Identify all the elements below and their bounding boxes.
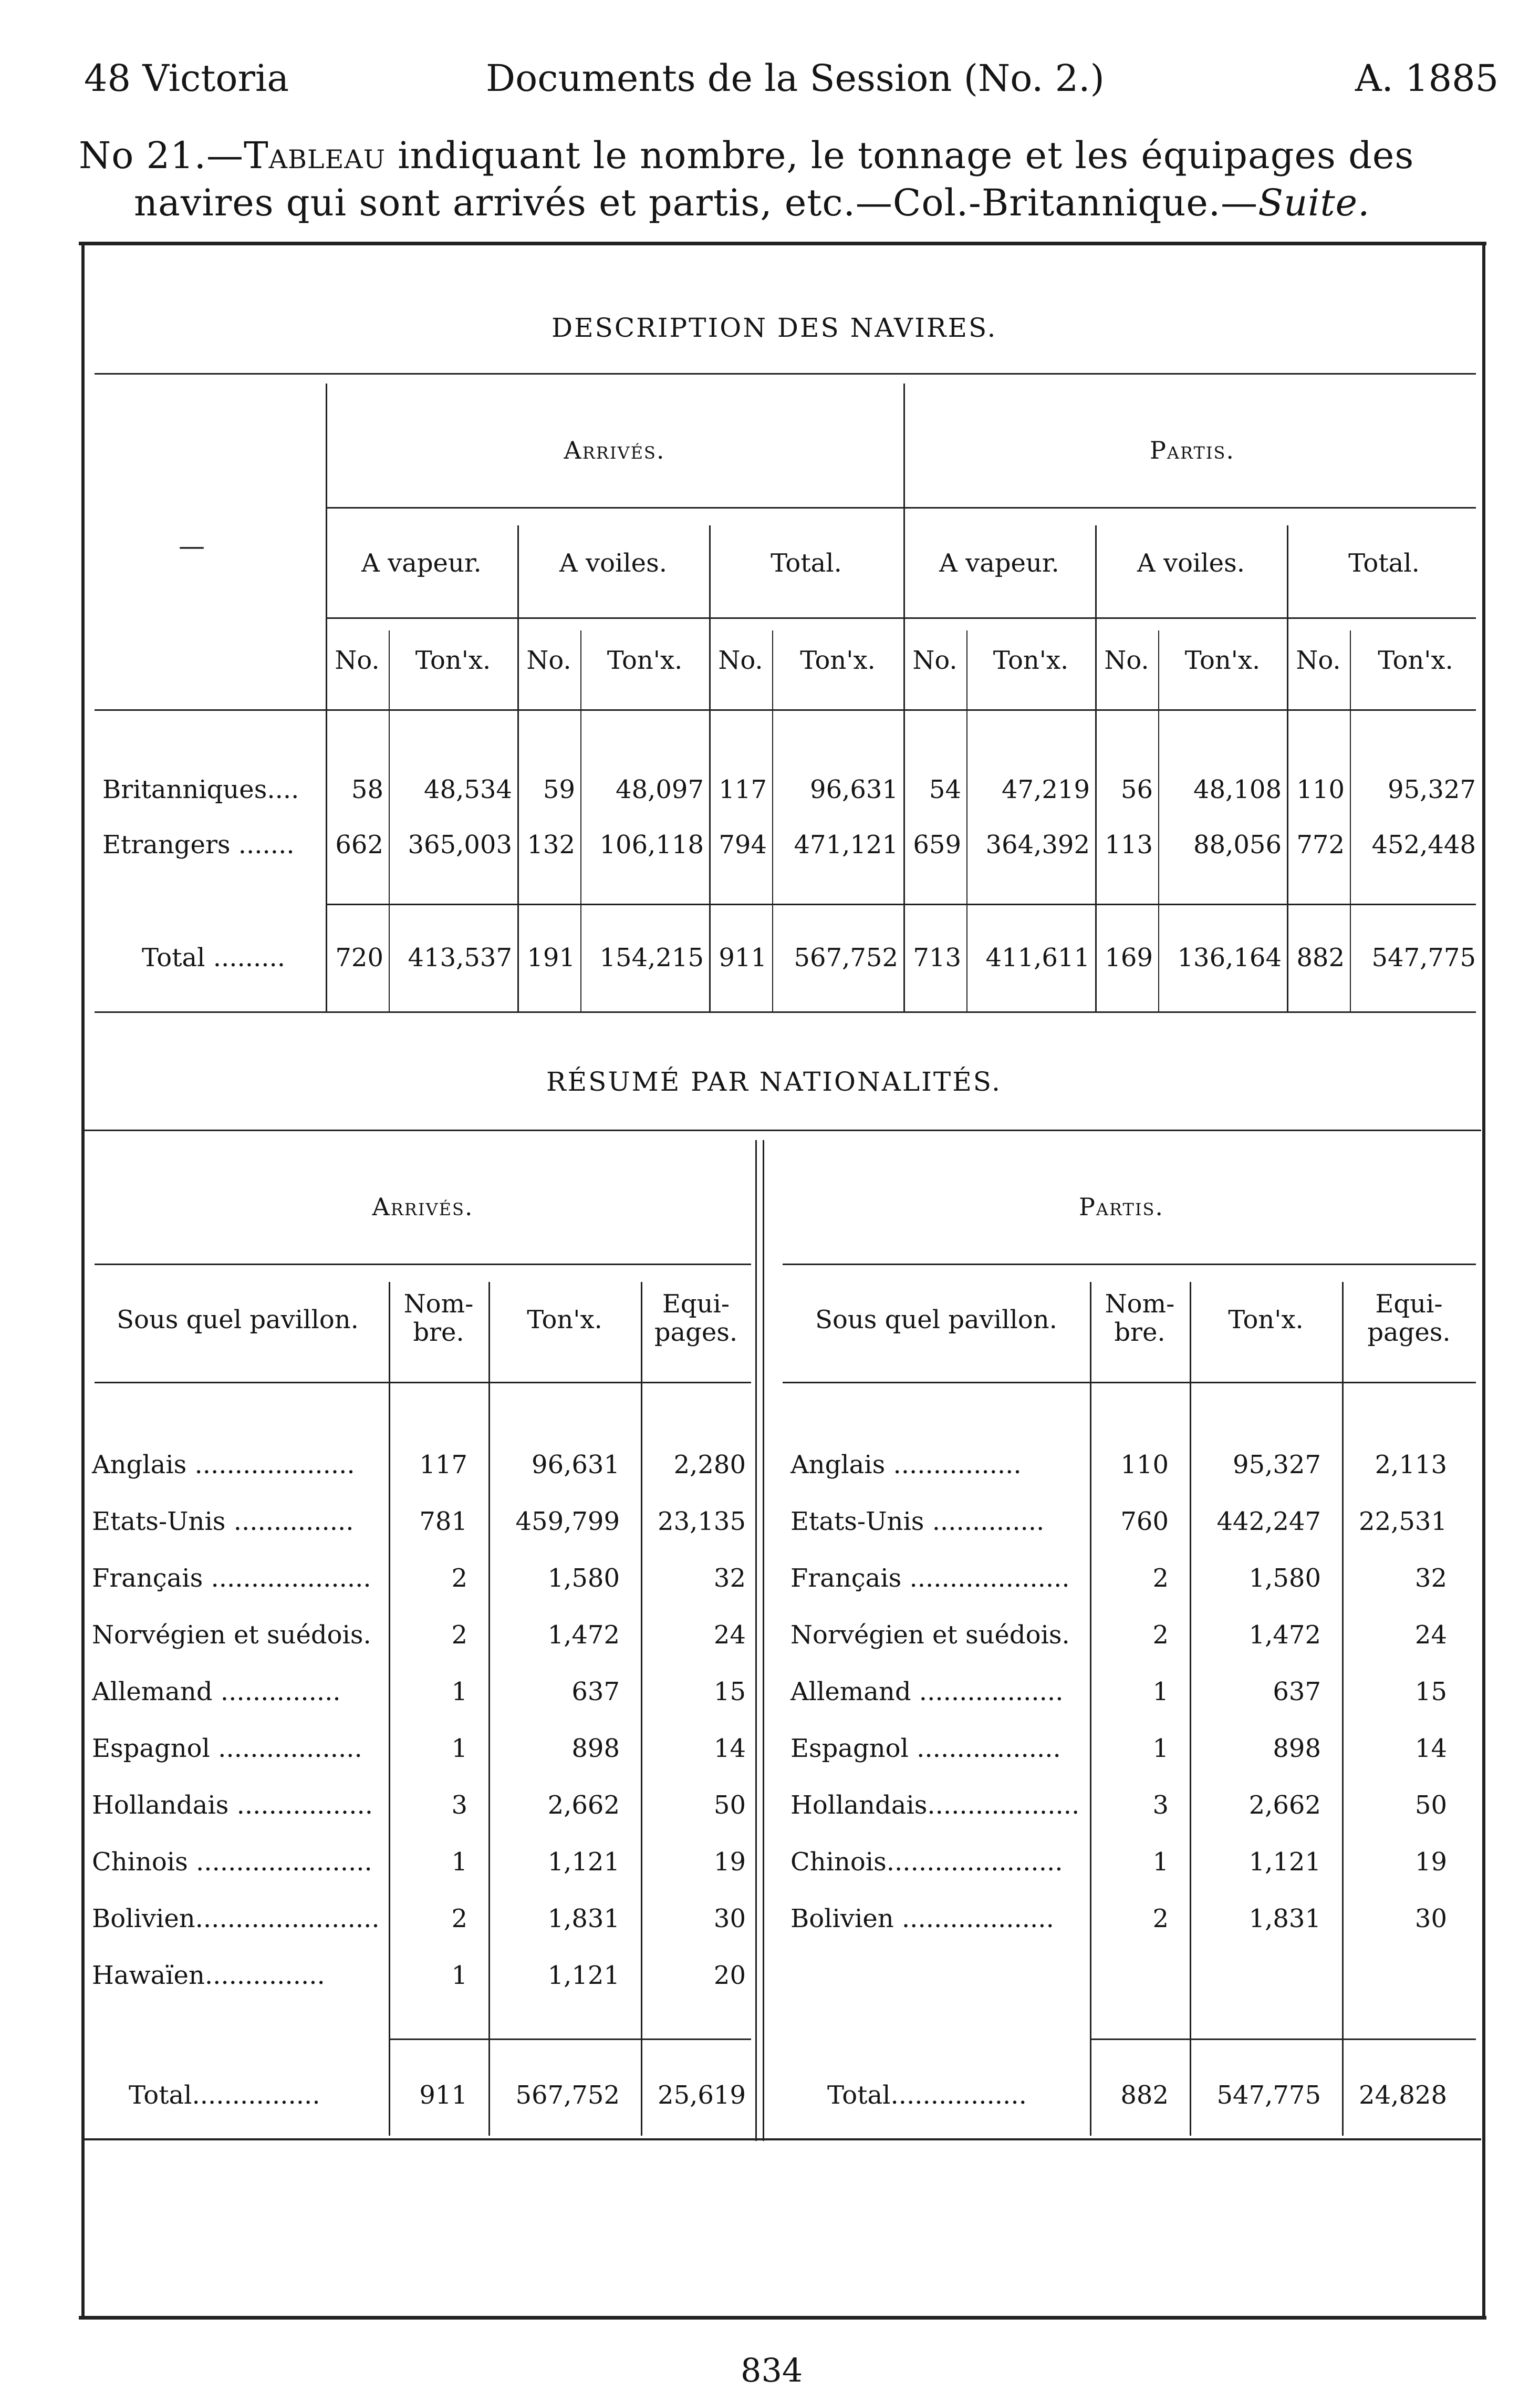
desc-value: 58 <box>351 775 383 804</box>
arr-flag: Norvégien et suédois. <box>92 1620 371 1650</box>
arr-total-label: Total................ <box>129 2081 320 2110</box>
header-right: A. 1885 <box>1355 57 1499 100</box>
desc-total-value: 720 <box>335 943 383 972</box>
resume-col-equip-2: pages. <box>654 1318 738 1347</box>
desc-total-value: 911 <box>719 943 767 972</box>
arr-flag: Anglais .................... <box>92 1450 355 1479</box>
arr-equip: 20 <box>713 1961 746 1990</box>
desc-value: 56 <box>1120 775 1153 804</box>
desc-value: 48,534 <box>424 775 512 804</box>
resume-head-rule-dep <box>783 1382 1476 1383</box>
desc-value: 364,392 <box>985 830 1090 860</box>
arr-equip: 15 <box>713 1677 746 1706</box>
arr-flag: Hawaïen............... <box>92 1961 325 1990</box>
dep-ton: 1,831 <box>1248 1904 1321 1933</box>
desc-col-ton: Ton'x. <box>993 646 1069 675</box>
desc-group-p-vapeur: A vapeur. <box>939 548 1059 578</box>
arr-flag: Etats-Unis ............... <box>92 1507 354 1536</box>
dep-equip: 50 <box>1414 1791 1447 1820</box>
resume-col-equip-2: pages. <box>1367 1318 1451 1347</box>
arr-equip: 19 <box>713 1847 746 1877</box>
desc-group-p-total: Total. <box>1348 548 1420 578</box>
desc-row-label: Etrangers ....... <box>102 830 295 860</box>
arr-ton: 96,631 <box>532 1450 620 1479</box>
desc-col-ton: Ton'x. <box>1184 646 1261 675</box>
desc-value: 662 <box>335 830 383 860</box>
title-line2-italic: Suite. <box>1258 181 1370 224</box>
arr-ton: 1,472 <box>547 1620 620 1650</box>
arr-ton: 2,662 <box>547 1791 620 1820</box>
desc-rule-3 <box>326 617 1476 619</box>
resume-total-rule-arr <box>389 2038 751 2040</box>
arr-equip: 50 <box>713 1791 746 1820</box>
header-left: 48 Victoria <box>84 57 289 100</box>
desc-rule-4 <box>95 709 1476 711</box>
frame-right <box>1482 242 1485 2320</box>
desc-value: 54 <box>929 775 961 804</box>
desc-value: 96,631 <box>810 775 898 804</box>
dep-flag: Bolivien ................... <box>790 1904 1054 1933</box>
arr-nombre: 781 <box>419 1507 467 1536</box>
desc-total-value: 567,752 <box>794 943 898 972</box>
desc-value: 471,121 <box>794 830 898 860</box>
resume-rule-arr <box>95 1264 751 1265</box>
desc-total-value: 713 <box>913 943 961 972</box>
resume-bottom-rule <box>84 2138 1481 2140</box>
arr-nombre: 2 <box>451 1620 467 1650</box>
dep-ton: 95,327 <box>1233 1450 1321 1479</box>
header-center: Documents de la Session (No. 2.) <box>486 57 1105 100</box>
dep-ton: 2,662 <box>1248 1791 1321 1820</box>
dep-flag: Français .................... <box>790 1564 1070 1593</box>
desc-value: 48,097 <box>616 775 704 804</box>
resume-col-equip <box>1342 1290 1476 1347</box>
arr-nombre: 1 <box>451 1677 467 1706</box>
dep-flag: Allemand .................. <box>790 1677 1064 1706</box>
dep-flag: Hollandais................... <box>790 1791 1080 1820</box>
desc-value: 659 <box>913 830 961 860</box>
arr-nombre: 2 <box>451 1904 467 1933</box>
desc-rule-1 <box>95 373 1476 375</box>
arr-ton: 1,121 <box>547 1961 620 1990</box>
dep-flag: Espagnol .................. <box>790 1734 1061 1763</box>
arr-flag: Chinois ...................... <box>92 1847 372 1877</box>
desc-value: 452,448 <box>1371 830 1476 860</box>
desc-total-value: 169 <box>1105 943 1153 972</box>
arr-total-nombre: 911 <box>419 2081 467 2110</box>
dep-equip: 32 <box>1414 1564 1447 1593</box>
desc-col-ton: Ton'x. <box>415 646 491 675</box>
resume-col-nombre <box>389 1290 488 1347</box>
desc-group-a-vapeur: A vapeur. <box>361 548 482 578</box>
desc-value: 106,118 <box>599 830 704 860</box>
resume-vsep <box>1090 1282 1091 2136</box>
dep-flag: Etats-Unis .............. <box>790 1507 1045 1536</box>
arr-equip: 32 <box>713 1564 746 1593</box>
dep-equip: 30 <box>1414 1904 1447 1933</box>
desc-col-no: No. <box>335 646 380 675</box>
resume-heading: RÉSUMÉ PAR NATIONALITÉS. <box>546 1067 1002 1097</box>
desc-total-value: 154,215 <box>599 943 704 972</box>
dep-nombre: 1 <box>1152 1677 1169 1706</box>
dep-flag: Norvégien et suédois. <box>790 1620 1070 1650</box>
arr-equip: 2,280 <box>673 1450 746 1479</box>
desc-total-value: 136,164 <box>1177 943 1282 972</box>
frame-bottom <box>79 2316 1486 2320</box>
dep-ton: 442,247 <box>1216 1507 1321 1536</box>
dep-total-nombre: 882 <box>1120 2081 1169 2110</box>
desc-vsep-p2 <box>1095 525 1097 1011</box>
arr-total-equip: 25,619 <box>658 2081 746 2110</box>
resume-rule-1 <box>84 1130 1481 1131</box>
arr-nombre: 1 <box>451 1961 467 1990</box>
title-line-2 <box>134 181 1370 224</box>
dep-total-equip: 24,828 <box>1359 2081 1447 2110</box>
resume-col-nombre-2: bre. <box>1114 1318 1166 1347</box>
dep-nombre: 2 <box>1152 1564 1169 1593</box>
dep-nombre: 3 <box>1152 1791 1169 1820</box>
resume-col-pavillon: Sous quel pavillon. <box>117 1305 359 1334</box>
arr-nombre: 3 <box>451 1791 467 1820</box>
desc-total-label: Total ......... <box>142 943 286 972</box>
dep-nombre: 2 <box>1152 1620 1169 1650</box>
arr-ton: 1,831 <box>547 1904 620 1933</box>
description-heading: DESCRIPTION DES NAVIRES. <box>552 313 997 343</box>
desc-value: 132 <box>527 830 575 860</box>
title-line2-main: navires qui sont arrivés et partis, etc.—Col.-Britannique.— <box>134 181 1258 224</box>
dep-nombre: 1 <box>1152 1734 1169 1763</box>
arr-flag: Hollandais ................. <box>92 1791 373 1820</box>
resume-vsep <box>488 1282 490 2136</box>
arr-ton: 637 <box>571 1677 620 1706</box>
resume-col-equip <box>641 1290 751 1347</box>
dep-nombre: 110 <box>1120 1450 1169 1479</box>
desc-value: 110 <box>1296 775 1345 804</box>
resume-col-pavillon: Sous quel pavillon. <box>815 1305 1057 1334</box>
arr-ton: 459,799 <box>515 1507 620 1536</box>
arr-equip: 14 <box>713 1734 746 1763</box>
resume-col-equip-1: Equi- <box>1375 1289 1443 1319</box>
resume-vsep <box>1190 1282 1191 2136</box>
desc-value: 117 <box>719 775 767 804</box>
desc-value: 365,003 <box>408 830 512 860</box>
title-prefix: No 21.— <box>79 134 244 177</box>
desc-total-value: 882 <box>1296 943 1345 972</box>
desc-total-value: 191 <box>527 943 575 972</box>
resume-vsep <box>641 1282 642 2136</box>
desc-vsep-a3 <box>709 525 711 1011</box>
dep-ton: 1,472 <box>1248 1620 1321 1650</box>
desc-value: 48,108 <box>1193 775 1282 804</box>
desc-vsep-label <box>326 384 327 1011</box>
desc-value: 772 <box>1296 830 1345 860</box>
desc-group-p-voiles: A voiles. <box>1137 548 1245 578</box>
resume-col-ton: Ton'x. <box>1228 1305 1304 1334</box>
dep-flag: Chinois...................... <box>790 1847 1063 1877</box>
arr-flag: Espagnol .................. <box>92 1734 362 1763</box>
desc-vsep-mid <box>903 384 905 1011</box>
dep-nombre: 760 <box>1120 1507 1169 1536</box>
desc-group-a-voiles: A voiles. <box>559 548 667 578</box>
arr-flag: Allemand ............... <box>92 1677 341 1706</box>
arr-flag: Français .................... <box>92 1564 371 1593</box>
desc-col-ton: Ton'x. <box>800 646 876 675</box>
resume-vsep <box>1342 1282 1344 2136</box>
dep-equip: 2,113 <box>1375 1450 1447 1479</box>
resume-col-nombre-1: Nom- <box>1105 1289 1175 1319</box>
desc-vsep-a2 <box>517 525 519 1011</box>
resume-total-rule-dep <box>1090 2038 1476 2040</box>
desc-value: 113 <box>1105 830 1153 860</box>
resume-col-nombre <box>1090 1290 1190 1347</box>
dep-equip: 19 <box>1414 1847 1447 1877</box>
desc-col-no: No. <box>718 646 763 675</box>
arr-total-ton: 567,752 <box>515 2081 620 2110</box>
desc-row-label: Britanniques.... <box>102 775 299 804</box>
desc-dash: — <box>179 531 205 561</box>
frame-left <box>81 242 85 2320</box>
desc-value: 88,056 <box>1193 830 1282 860</box>
desc-total-value: 413,537 <box>408 943 512 972</box>
frame-top <box>79 242 1486 245</box>
desc-col-ton: Ton'x. <box>1378 646 1453 675</box>
resume-partis: Partis. <box>1078 1193 1164 1221</box>
desc-total-value: 411,611 <box>985 943 1090 972</box>
desc-value: 794 <box>719 830 767 860</box>
resume-col-nombre-1: Nom- <box>403 1289 474 1319</box>
resume-vsep <box>389 1282 390 2136</box>
dep-ton: 898 <box>1273 1734 1321 1763</box>
resume-col-nombre-2: bre. <box>413 1318 464 1347</box>
arr-equip: 30 <box>713 1904 746 1933</box>
desc-value: 95,327 <box>1388 775 1476 804</box>
dep-flag: Anglais ................ <box>790 1450 1022 1479</box>
desc-arrives: Arrivés. <box>564 436 665 464</box>
dep-equip: 22,531 <box>1359 1507 1447 1536</box>
arr-nombre: 2 <box>451 1564 467 1593</box>
arr-flag: Bolivien....................... <box>92 1904 380 1933</box>
desc-col-no: No. <box>1104 646 1149 675</box>
dep-equip: 15 <box>1414 1677 1447 1706</box>
resume-divider-a <box>755 1140 757 2141</box>
desc-total-value: 547,775 <box>1371 943 1476 972</box>
desc-vsep-p3 <box>1287 525 1288 1011</box>
resume-arrives: Arrivés. <box>372 1193 474 1221</box>
desc-group-a-total: Total. <box>771 548 842 578</box>
desc-col-no: No. <box>912 646 958 675</box>
dep-equip: 24 <box>1414 1620 1447 1650</box>
desc-rule-6 <box>95 1011 1476 1013</box>
page-number: 834 <box>741 2351 803 2389</box>
desc-col-no: No. <box>526 646 571 675</box>
arr-equip: 23,135 <box>658 1507 746 1536</box>
title-line1-rest: indiquant le nombre, le tonnage et les équipages des <box>386 134 1414 177</box>
resume-col-equip-1: Equi- <box>662 1289 730 1319</box>
arr-equip: 24 <box>713 1620 746 1650</box>
title-line-1 <box>79 134 1414 177</box>
title-word: Tableau <box>243 134 386 177</box>
desc-partis: Partis. <box>1149 436 1235 464</box>
resume-head-rule-arr <box>95 1382 751 1383</box>
dep-equip: 14 <box>1414 1734 1447 1763</box>
resume-col-ton: Ton'x. <box>527 1305 602 1334</box>
arr-nombre: 1 <box>451 1734 467 1763</box>
arr-ton: 1,121 <box>547 1847 620 1877</box>
dep-ton: 637 <box>1273 1677 1321 1706</box>
dep-ton: 1,580 <box>1248 1564 1321 1593</box>
arr-nombre: 117 <box>419 1450 467 1479</box>
dep-total-label: Total................. <box>827 2081 1027 2110</box>
desc-rule-5 <box>326 904 1476 905</box>
resume-rule-dep <box>783 1264 1476 1265</box>
dep-total-ton: 547,775 <box>1216 2081 1321 2110</box>
desc-value: 59 <box>543 775 575 804</box>
desc-value: 47,219 <box>1002 775 1090 804</box>
dep-ton: 1,121 <box>1248 1847 1321 1877</box>
desc-rule-2 <box>326 507 1476 509</box>
desc-col-ton: Ton'x. <box>607 646 683 675</box>
arr-nombre: 1 <box>451 1847 467 1877</box>
resume-divider-b <box>763 1140 764 2141</box>
arr-ton: 1,580 <box>547 1564 620 1593</box>
dep-nombre: 2 <box>1152 1904 1169 1933</box>
dep-nombre: 1 <box>1152 1847 1169 1877</box>
arr-ton: 898 <box>571 1734 620 1763</box>
desc-col-no: No. <box>1296 646 1341 675</box>
